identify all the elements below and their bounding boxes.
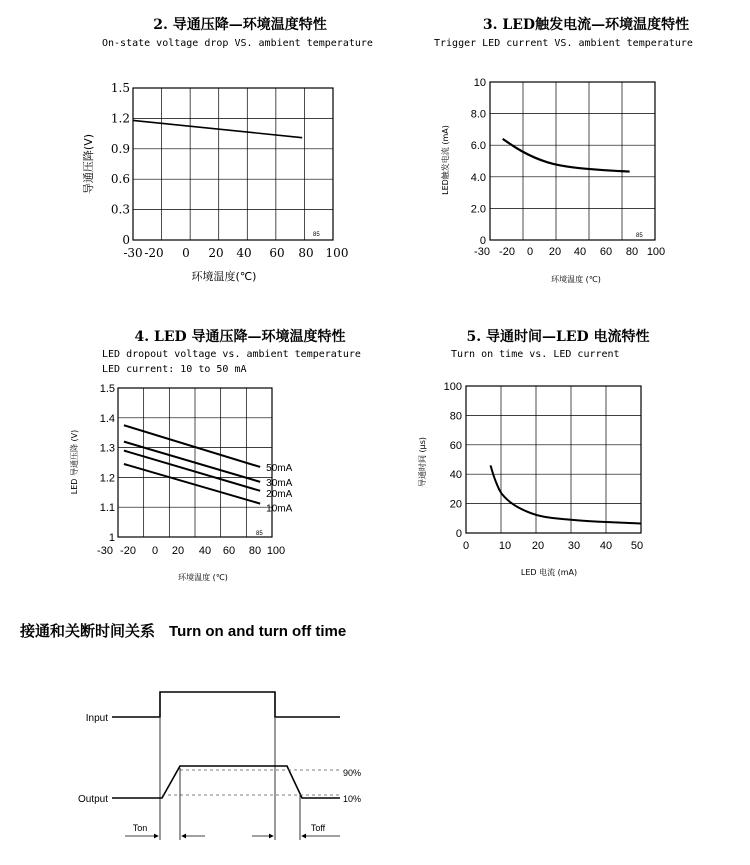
timing-title-en: Turn on and turn off time xyxy=(169,623,347,640)
chart2-y-tick-label: 0 xyxy=(122,233,130,247)
timing-title-cn: 接通和关断时间关系 xyxy=(20,622,156,640)
chart5-x-tick-label: 10 xyxy=(498,540,512,552)
chart3-x-tick-label: 60 xyxy=(599,246,613,258)
chart2-x-tick-label: 0 xyxy=(182,246,190,260)
output-label: Output xyxy=(77,794,108,805)
chart5-x-tick-label: 0 xyxy=(462,540,470,552)
chart2-x-tick-label: 80 xyxy=(298,246,314,260)
chart2-x-tick-label: 100 xyxy=(325,246,349,260)
chart4-series-label: 30mA xyxy=(266,477,293,489)
chart3-x-tick-label: 0 xyxy=(526,246,534,258)
chart5-x-tick-label: 40 xyxy=(599,540,613,552)
chart4-series-label: 50mA xyxy=(266,462,293,474)
chart5-y-axis-label: 导通时间 (μs) xyxy=(418,436,427,488)
input-waveform xyxy=(112,692,340,717)
ton-label: Ton xyxy=(132,823,148,833)
chart3-y-tick-label: 4.0 xyxy=(470,171,486,184)
chart5-title: 5. 导通时间—LED 电流特性 xyxy=(466,329,650,345)
chart4-x-tick-label: 0 xyxy=(151,545,159,557)
chart2-x-axis-label: 环境温度(℃) xyxy=(191,270,257,283)
chart2-x-tick-label: -30 xyxy=(123,246,143,260)
chart4-x-tick-label: 100 xyxy=(266,545,286,557)
chart3-title: 3. LED触发电流—环境温度特性 xyxy=(482,17,690,33)
chart2-x-tick-label: -20 xyxy=(144,246,164,260)
level-90-label: 90% xyxy=(343,768,362,778)
chart2-annotation: 85 xyxy=(313,232,320,238)
chart3-y-tick-label: 8.0 xyxy=(470,108,486,121)
chart5-y-tick-label: 0 xyxy=(455,528,462,540)
chart4-x-axis-label: 环境温度 (℃) xyxy=(178,573,228,582)
chart4-y-tick-label: 1.2 xyxy=(99,472,115,485)
chart4-x-tick-label: 40 xyxy=(198,545,212,557)
chart4-title: 4. LED 导通压降—环境温度特性 xyxy=(134,329,346,345)
chart3-subtitle: Trigger LED current VS. ambient temperature xyxy=(434,38,693,49)
input-label: Input xyxy=(85,713,108,724)
chart4-series-label: 20mA xyxy=(266,488,293,500)
chart3-x-tick-label: -30 xyxy=(474,246,490,258)
chart5-subtitle: Turn on time vs. LED current xyxy=(451,349,620,360)
chart2-title: 2. 导通压降—环境温度特性 xyxy=(153,17,327,33)
chart5-x-tick-label: 20 xyxy=(531,540,545,552)
chart4-y-tick-label: 1 xyxy=(108,532,115,544)
chart2-y-tick-label: 0.3 xyxy=(110,202,130,217)
chart5-y-tick-label: 40 xyxy=(449,469,462,482)
chart3-x-tick-label: 80 xyxy=(625,246,639,258)
chart3-annotation: 85 xyxy=(636,233,643,239)
chart4-x-tick-label: -20 xyxy=(120,545,136,557)
toff-label: Toff xyxy=(310,823,326,833)
chart5-y-tick-label: 80 xyxy=(449,410,462,423)
chart2-y-tick-label: 0.9 xyxy=(110,141,130,156)
chart3-y-axis-label: LED触发电流 (mA) xyxy=(441,125,450,195)
chart5-y-tick-label: 100 xyxy=(443,381,462,393)
chart3-x-tick-label: 40 xyxy=(573,246,587,258)
chart3-x-axis-label: 环境温度 (℃) xyxy=(551,275,601,284)
chart4-y-tick-label: 1.3 xyxy=(99,442,115,455)
chart4-series-label: 10mA xyxy=(266,503,293,515)
chart4-subtitle-current: LED current: 10 to 50 mA xyxy=(102,364,247,375)
chart2-x-tick-label: 20 xyxy=(208,246,224,260)
chart2-x-tick-label: 40 xyxy=(236,246,252,260)
output-waveform xyxy=(112,766,340,798)
chart2-x-tick-label: 60 xyxy=(269,246,285,260)
chart3-y-tick-label: 0 xyxy=(479,235,486,247)
chart3-y-tick-label: 10 xyxy=(473,77,486,89)
chart2-subtitle: On-state voltage drop VS. ambient temperature xyxy=(102,38,373,49)
chart3-x-tick-label: -20 xyxy=(499,246,515,258)
chart2-y-axis-label: 导通压降(V) xyxy=(82,133,95,195)
chart3-x-tick-label: 100 xyxy=(646,246,666,258)
chart3-x-tick-label: 20 xyxy=(548,246,562,258)
chart4-y-tick-label: 1.1 xyxy=(99,502,115,515)
chart4-subtitle: LED dropout voltage vs. ambient temperature xyxy=(102,349,361,360)
chart4-x-tick-label: 20 xyxy=(171,545,185,557)
chart4-annotation: 85 xyxy=(256,531,263,537)
chart4-x-tick-label: 60 xyxy=(222,545,236,557)
chart5-x-tick-label: 50 xyxy=(630,540,644,552)
chart4-y-axis-label: LED 导通压降 (V) xyxy=(70,429,79,495)
chart5-y-tick-label: 60 xyxy=(449,439,462,452)
chart2-y-tick-label: 1.5 xyxy=(110,81,130,95)
chart4-y-tick-label: 1.5 xyxy=(99,383,115,395)
chart3-y-tick-label: 2.0 xyxy=(470,203,486,216)
chart5-x-tick-label: 30 xyxy=(567,540,581,552)
chart4-y-tick-label: 1.4 xyxy=(99,412,115,425)
chart5-x-axis-label: LED 电流 (mA) xyxy=(520,568,578,577)
chart4-x-tick-label: -30 xyxy=(97,545,113,557)
chart5-y-tick-label: 20 xyxy=(449,498,462,511)
level-10-label: 10% xyxy=(343,794,362,804)
chart4-x-tick-label: 80 xyxy=(248,545,262,557)
chart3-y-tick-label: 6.0 xyxy=(470,140,486,153)
chart2-y-tick-label: 0.6 xyxy=(110,172,130,187)
chart2-y-tick-label: 1.2 xyxy=(110,111,130,126)
